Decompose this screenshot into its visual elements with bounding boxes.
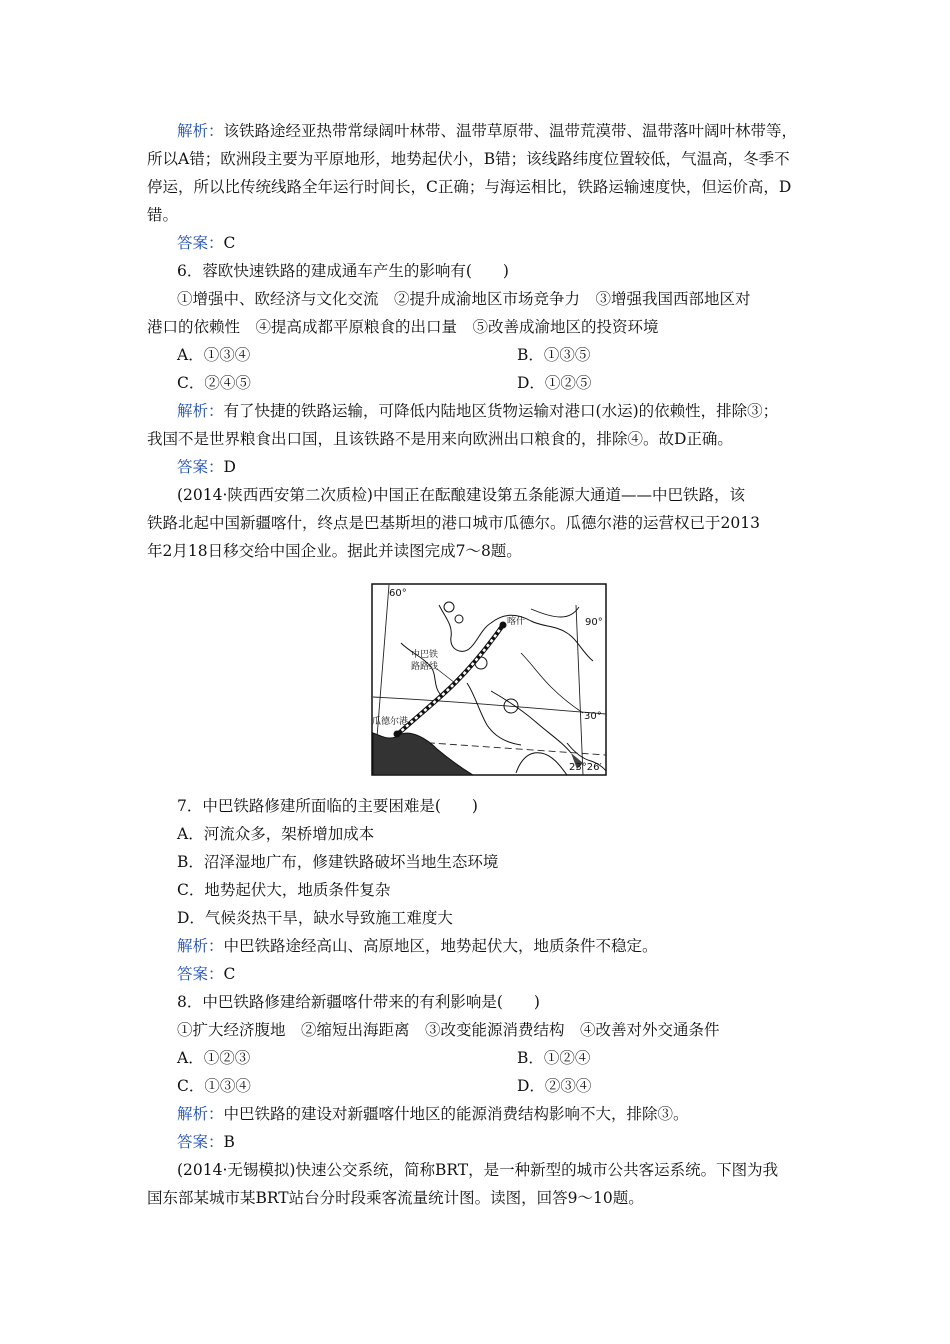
q6-analysis-line-2: 我国不是世界粮食出口国，且该铁路不是用来向欧洲出口粮食的，排除④。故D正确。 bbox=[147, 430, 733, 448]
q8-option-c: C．①③④ bbox=[177, 1077, 251, 1095]
q5-analysis-line-2: 所以A错；欧洲段主要为平原地形，地势起伏小，B错；该线路纬度位置较低，气温高，冬季不 bbox=[147, 150, 790, 168]
map-label-railway-2: 路路线 bbox=[411, 662, 439, 672]
q8-options-row-2 bbox=[0, 1075, 950, 1097]
q6-stem: 6．蓉欧快速铁路的建成通车产生的影响有( ) bbox=[177, 262, 509, 280]
q8-analysis: 解析：中巴铁路的建设对新疆喀什地区的能源消费结构影响不大，排除③。 bbox=[177, 1105, 689, 1123]
q6-analysis-line-1: 解析：有了快捷的铁路运输，可降低内陆地区货物运输对港口(水运)的依赖性，排除③； bbox=[177, 402, 779, 420]
answer-label: 答案： bbox=[177, 1133, 224, 1151]
analysis-label: 解析： bbox=[177, 1105, 224, 1123]
map-label-railway-1: 中巴铁 bbox=[411, 650, 439, 660]
analysis-label: 解析： bbox=[177, 402, 224, 420]
answer-value: D bbox=[223, 458, 236, 476]
q7-option-d: D．气候炎热干旱，缺水导致施工难度大 bbox=[177, 909, 453, 927]
q7-answer bbox=[177, 963, 837, 985]
map-label-gwadar: 瓜德尔港 bbox=[372, 717, 409, 727]
q5-analysis-line-3: 停运，所以比传统线路全年运行时间长，C正确；与海运相比，铁路运输速度快，但运价高，D bbox=[147, 178, 792, 196]
map-label-30: 30° bbox=[584, 711, 602, 722]
q6-option-d: D．①②⑤ bbox=[517, 374, 592, 392]
intro-7-8-line-3: 年2月18日移交给中国企业。据此并读图完成7～8题。 bbox=[147, 542, 522, 560]
q6-items-line-2: 港口的依赖性 ④提高成都平原粮食的出口量 ⑤改善成渝地区的投资环境 bbox=[147, 318, 659, 336]
q5-analysis-line-1: 解析：该铁路途经亚热带常绿阔叶林带、温带草原带、温带荒漠带、温带落叶阔叶林带等， bbox=[177, 122, 798, 140]
answer-value: B bbox=[223, 1133, 235, 1151]
q6-option-a: A．①③④ bbox=[177, 346, 251, 364]
answer-value: C bbox=[223, 234, 236, 252]
q5-answer bbox=[177, 232, 837, 254]
q7-option-a: A．河流众多，架桥增加成本 bbox=[177, 825, 375, 843]
q8-option-a: A．①②③ bbox=[177, 1049, 251, 1067]
q8-answer bbox=[177, 1131, 837, 1153]
answer-label: 答案： bbox=[177, 234, 224, 252]
map-label-90: 90° bbox=[585, 617, 603, 628]
q8-options-row-1 bbox=[0, 1047, 950, 1069]
q8-option-d: D．②③④ bbox=[517, 1077, 592, 1095]
q6-options-row-2 bbox=[0, 372, 950, 394]
q6-option-b: B．①③⑤ bbox=[517, 346, 591, 364]
q7-option-c: C．地势起伏大，地质条件复杂 bbox=[177, 881, 391, 899]
answer-label: 答案： bbox=[177, 965, 224, 983]
intro-9-10-line-1: (2014·无锡模拟)快速公交系统，简称BRT，是一种新型的城市公共客运系统。下图为我 bbox=[177, 1161, 779, 1179]
china-pakistan-railway-map bbox=[371, 583, 607, 776]
map-label-tropic: 23°26′ bbox=[569, 762, 602, 773]
q6-items-line-1: ①增强中、欧经济与文化交流 ②提升成渝地区市场竞争力 ③增强我国西部地区对 bbox=[177, 290, 751, 308]
answer-label: 答案： bbox=[177, 458, 224, 476]
q8-stem: 8．中巴铁路修建给新疆喀什带来的有利影响是( ) bbox=[177, 993, 540, 1011]
q8-option-b: B．①②④ bbox=[517, 1049, 591, 1067]
answer-value: C bbox=[223, 965, 236, 983]
map-label-60: 60° bbox=[389, 588, 407, 599]
analysis-label: 解析： bbox=[177, 937, 224, 955]
map-figure bbox=[371, 583, 607, 776]
map-label-kashgar: 喀什 bbox=[507, 617, 526, 627]
q8-items: ①扩大经济腹地 ②缩短出海距离 ③改变能源消费结构 ④改善对外交通条件 bbox=[177, 1021, 720, 1039]
intro-7-8-line-2: 铁路北起中国新疆喀什，终点是巴基斯坦的港口城市瓜德尔。瓜德尔港的运营权已于2013 bbox=[147, 514, 760, 532]
q6-options-row-1 bbox=[0, 344, 950, 366]
q7-stem: 7．中巴铁路修建所面临的主要困难是( ) bbox=[177, 797, 478, 815]
q7-option-b: B．沼泽湿地广布，修建铁路破坏当地生态环境 bbox=[177, 853, 499, 871]
analysis-label: 解析： bbox=[177, 122, 224, 140]
q7-analysis: 解析：中巴铁路途经高山、高原地区，地势起伏大，地质条件不稳定。 bbox=[177, 937, 658, 955]
q5-analysis-line-4: 错。 bbox=[147, 206, 179, 224]
intro-9-10-line-2: 国东部某城市某BRT站台分时段乘客流量统计图。读图，回答9～10题。 bbox=[147, 1189, 644, 1207]
q6-option-c: C．②④⑤ bbox=[177, 374, 251, 392]
intro-7-8-line-1: (2014·陕西西安第二次质检)中国正在酝酿建设第五条能源大通道——中巴铁路，该 bbox=[177, 486, 745, 504]
q6-answer bbox=[177, 456, 837, 478]
